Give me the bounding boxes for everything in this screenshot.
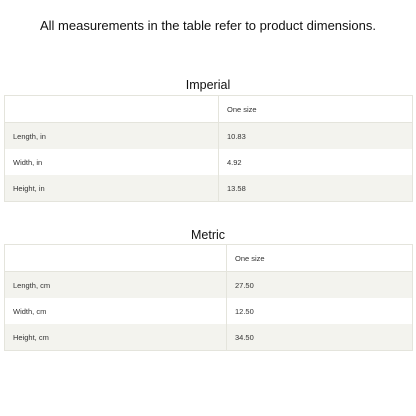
row-label: Length, cm — [5, 272, 227, 299]
metric-title: Metric — [190, 228, 226, 242]
column-header-one-size: One size — [219, 96, 413, 123]
table-row — [5, 298, 413, 324]
row-value: 4.92 — [219, 149, 413, 175]
empty-header-cell — [5, 245, 227, 272]
column-header-one-size: One size — [227, 245, 413, 272]
intro-text: All measurements in the table refer to product dimensions. — [39, 18, 376, 33]
row-value: 13.58 — [219, 175, 413, 202]
table-row — [5, 123, 413, 150]
empty-header-cell — [5, 96, 219, 123]
table-row — [5, 272, 413, 299]
row-label: Height, cm — [5, 324, 227, 351]
row-label: Length, in — [5, 123, 219, 150]
row-label: Width, cm — [5, 298, 227, 324]
table-header-row — [5, 96, 413, 123]
row-label: Height, in — [5, 175, 219, 202]
row-value: 27.50 — [227, 272, 413, 299]
table-header-row — [5, 245, 413, 272]
row-value: 34.50 — [227, 324, 413, 351]
table-row — [5, 175, 413, 202]
metric-size-table — [4, 244, 413, 351]
table-row — [5, 149, 413, 175]
row-value: 10.83 — [219, 123, 413, 150]
imperial-title: Imperial — [185, 78, 231, 92]
table-row — [5, 324, 413, 351]
row-value: 12.50 — [227, 298, 413, 324]
row-label: Width, in — [5, 149, 219, 175]
imperial-size-table — [4, 95, 413, 202]
